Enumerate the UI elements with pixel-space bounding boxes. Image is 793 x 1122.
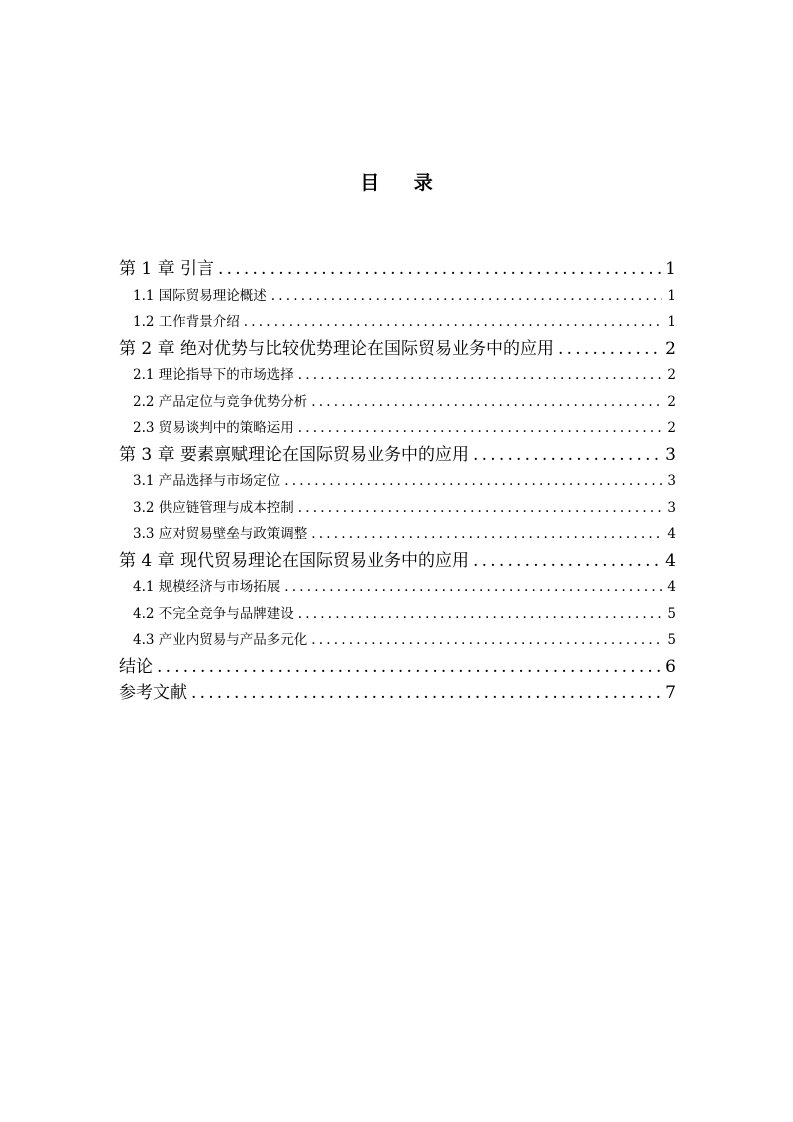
toc-entry [119, 362, 676, 389]
toc-dot-leader [298, 601, 662, 628]
toc-entry-page: 3 [665, 444, 676, 465]
toc-entry-text: 4.2 不完全竞争与品牌建设 [133, 605, 294, 622]
toc-entry-text: 第 2 章 绝对优势与比较优势理论在国际贸易业务中的应用 [119, 338, 555, 359]
toc-entry-page: 5 [667, 605, 676, 622]
toc-entry-page: 1 [665, 259, 676, 279]
toc-entry [119, 574, 676, 601]
toc-dot-leader [311, 389, 662, 416]
toc-dot-leader [558, 336, 661, 363]
toc-entry-page: 2 [665, 338, 676, 359]
toc-entry-page: 2 [667, 367, 676, 383]
toc-entry [119, 442, 676, 469]
toc-entry [119, 627, 676, 654]
toc-dot-leader [271, 283, 662, 310]
toc-entry-text: 3.2 供应链管理与成本控制 [133, 499, 294, 516]
toc-entry-page: 1 [667, 314, 676, 330]
toc-entry [119, 654, 676, 681]
toc-dot-leader [218, 256, 661, 283]
toc-entry-text: 1.1 国际贸易理论概述 [133, 287, 267, 304]
toc-entry-page: 3 [667, 473, 676, 489]
toc-entry-text: 第 3 章 要素禀赋理论在国际贸易业务中的应用 [119, 444, 470, 465]
toc-entry-text: 第 1 章 引言 [119, 259, 215, 279]
toc-entry-page: 2 [667, 420, 676, 436]
toc-entry-text: 第 4 章 现代贸易理论在国际贸易业务中的应用 [119, 550, 470, 571]
toc-dot-leader [157, 654, 661, 681]
toc-dot-leader [284, 574, 662, 601]
toc-entry-text: 参考文献 [119, 683, 187, 703]
toc-entry-page: 5 [667, 632, 676, 648]
toc-entry [119, 415, 676, 442]
toc-entry [119, 468, 676, 495]
toc-entry [119, 495, 676, 522]
toc-entry-page: 4 [667, 526, 676, 542]
toc-entry [119, 680, 676, 707]
toc-entry-text: 4.1 规模经济与市场拓展 [133, 579, 281, 595]
toc-dot-leader [311, 627, 662, 654]
toc-entry-text: 3.3 应对贸易壁垒与政策调整 [133, 526, 308, 542]
toc-dot-leader [311, 521, 662, 548]
toc-entry [119, 601, 676, 628]
toc-entry-page: 3 [667, 499, 676, 516]
toc-entry-page: 2 [667, 393, 676, 410]
toc-entry-page: 4 [665, 550, 676, 571]
toc-dot-leader [298, 415, 662, 442]
toc-entry-text: 1.2 工作背景介绍 [133, 314, 240, 330]
toc-entry-text: 2.3 贸易谈判中的策略运用 [133, 420, 294, 436]
toc-entry [119, 389, 676, 416]
toc-entry-text: 2.1 理论指导下的市场选择 [133, 367, 294, 383]
toc-title: 目 录 [360, 172, 447, 194]
toc-entry [119, 548, 676, 575]
toc-dot-leader [473, 548, 661, 575]
toc-dot-leader [298, 495, 662, 522]
toc-entry [119, 283, 676, 310]
toc-dot-leader [298, 362, 662, 389]
toc-entry-page: 1 [667, 287, 676, 304]
toc-entry-text: 2.2 产品定位与竞争优势分析 [133, 393, 308, 410]
toc-entry-text: 3.1 产品选择与市场定位 [133, 473, 281, 489]
toc-entry [119, 336, 676, 363]
toc-dot-leader [473, 442, 661, 469]
toc-list [119, 256, 676, 707]
toc-entry-text: 结论 [119, 656, 153, 677]
toc-dot-leader [244, 309, 662, 336]
toc-entry [119, 309, 676, 336]
toc-dot-leader [284, 468, 662, 495]
toc-entry-page: 6 [665, 656, 676, 677]
toc-entry [119, 256, 676, 283]
toc-dot-leader [191, 680, 661, 707]
toc-entry-page: 4 [667, 579, 676, 595]
toc-entry-text: 4.3 产业内贸易与产品多元化 [133, 632, 308, 648]
toc-entry [119, 521, 676, 548]
toc-entry-page: 7 [665, 683, 676, 703]
